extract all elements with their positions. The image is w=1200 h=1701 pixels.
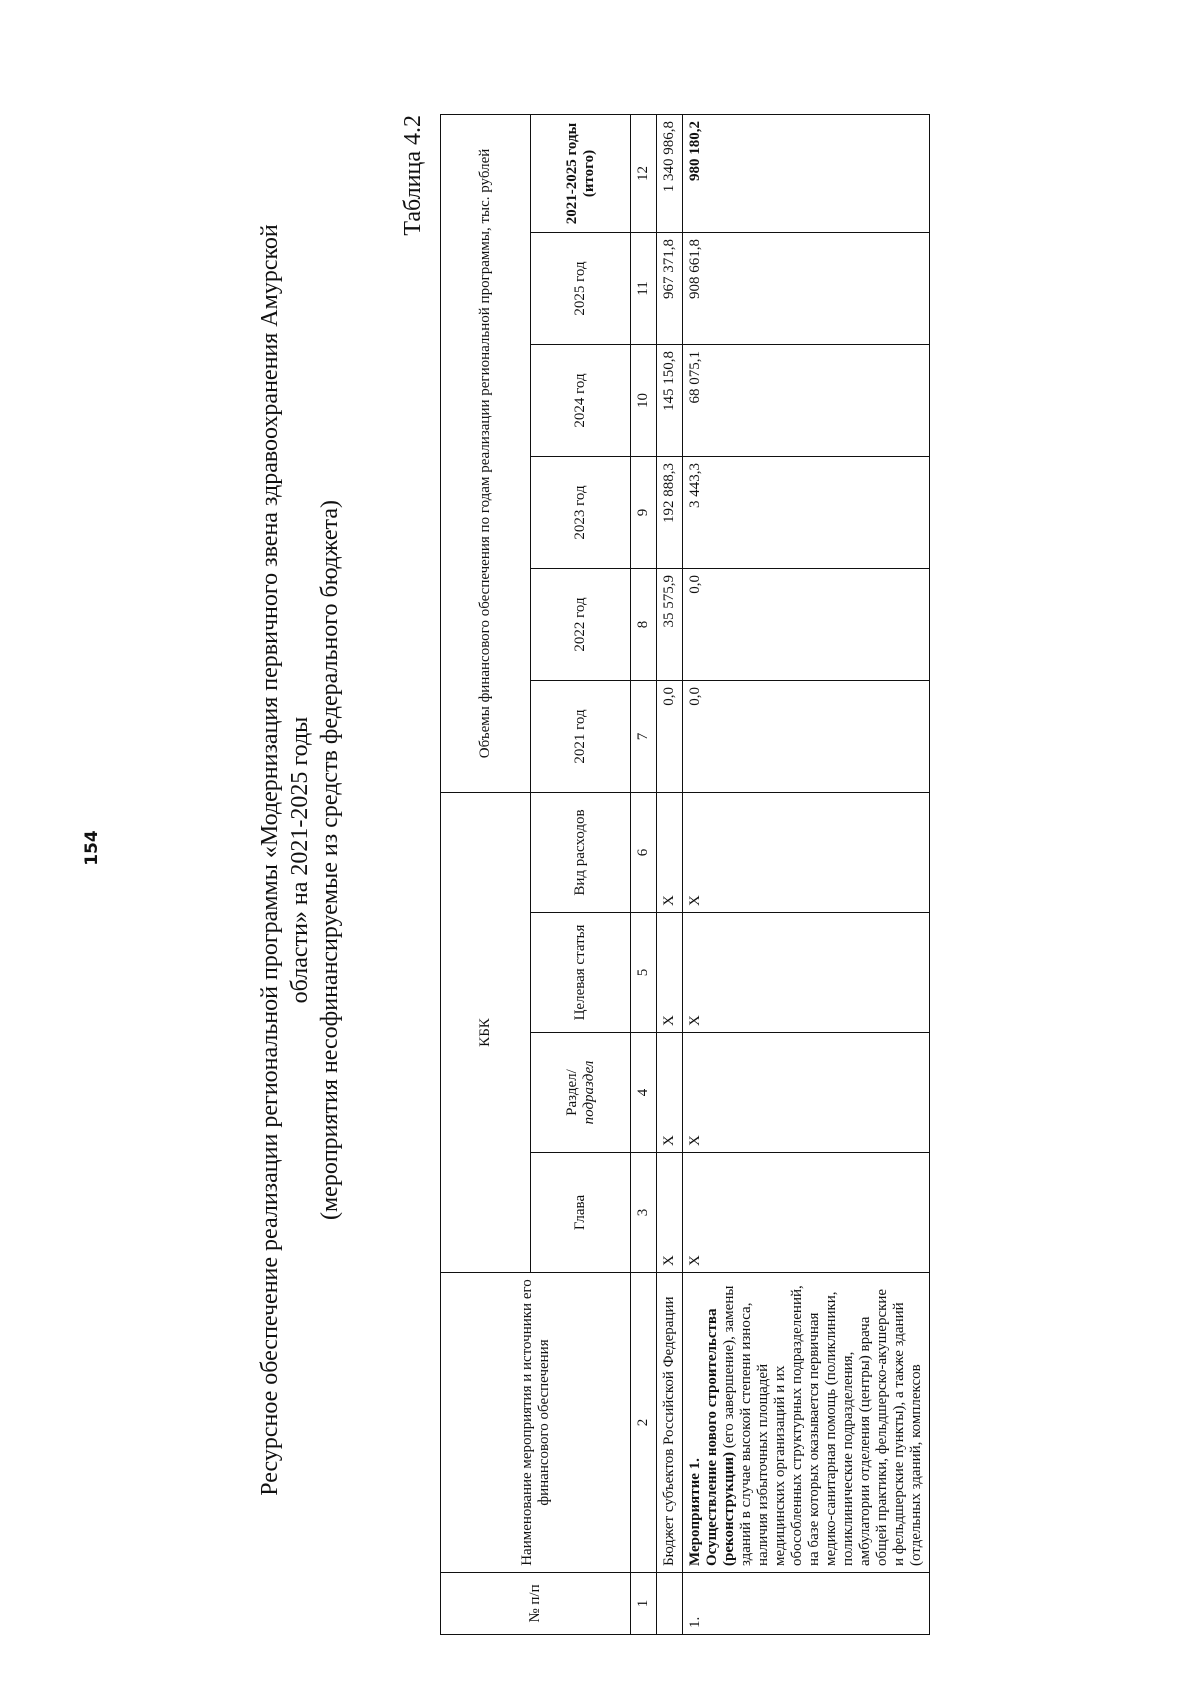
- col-num-5: 5: [631, 913, 657, 1033]
- row-celevaya: X: [657, 913, 683, 1033]
- header-2023: 2023 год: [531, 457, 631, 569]
- row-glava: X: [657, 1153, 683, 1273]
- table-row: [657, 114, 683, 1634]
- header-name: Наименование мероприятия и источники его финансового обеспечения: [441, 1273, 631, 1573]
- header-2021: 2021 год: [531, 681, 631, 793]
- row-2022: 35 575,9: [657, 569, 683, 681]
- col-num-2: 2: [631, 1273, 657, 1573]
- row-glava: X: [683, 1153, 930, 1273]
- row-razdel: X: [683, 1033, 930, 1153]
- col-num-6: 6: [631, 793, 657, 913]
- col-num-4: 4: [631, 1033, 657, 1153]
- col-num-8: 8: [631, 569, 657, 681]
- row-name: [683, 1273, 930, 1573]
- row-num: [657, 1573, 683, 1635]
- row-2021: 0,0: [683, 681, 930, 793]
- header-vid: Вид расходов: [531, 793, 631, 913]
- row-total: 980 180,2: [683, 114, 930, 232]
- col-num-9: 9: [631, 457, 657, 569]
- header-podrazdel-text: подраздел: [580, 1060, 597, 1125]
- row-razdel: X: [657, 1033, 683, 1153]
- header-num: № п/п: [441, 1573, 631, 1635]
- title-line-2: области» на 2021-2025 годы: [287, 716, 313, 1004]
- header-celevaya: Целевая статья: [531, 913, 631, 1033]
- row-name-bold-2: Осуществление нового строительства (реконструкции): [704, 1308, 737, 1566]
- row-2024: 145 150,8: [657, 345, 683, 457]
- col-num-1: 1: [631, 1573, 657, 1635]
- row-vid: X: [683, 793, 930, 913]
- title-line-3: (мероприятия несофинансируемые из средств федерального бюджета): [317, 500, 343, 1220]
- header-razdel: [531, 1033, 631, 1153]
- rotated-page: [0, 55, 1200, 1665]
- row-2022: 0,0: [683, 569, 930, 681]
- header-total: 2021-2025 годы (итого): [531, 114, 631, 232]
- header-glava: Глава: [531, 1153, 631, 1273]
- header-2024: 2024 год: [531, 345, 631, 457]
- row-2025: 967 371,8: [657, 233, 683, 345]
- row-name: Бюджет субъектов Российской Федерации: [657, 1273, 683, 1573]
- header-volumes: Объемы финансового обеспечения по годам реализации региональной программы, тыс. рублей: [441, 114, 531, 792]
- page-number: 154: [82, 830, 102, 866]
- header-razdel-text: Раздел/: [563, 1069, 580, 1116]
- row-2023: 3 443,3: [683, 457, 930, 569]
- row-2025: 908 661,8: [683, 233, 930, 345]
- col-num-12: 12: [631, 114, 657, 232]
- row-name-bold-1: Мероприятие 1.: [687, 1458, 703, 1566]
- row-num: 1.: [683, 1573, 930, 1635]
- row-celevaya: X: [683, 913, 930, 1033]
- row-total: 1 340 986,8: [657, 114, 683, 232]
- col-num-10: 10: [631, 345, 657, 457]
- header-kbk: КБК: [441, 793, 531, 1273]
- header-2025: 2025 год: [531, 233, 631, 345]
- header-2022: 2022 год: [531, 569, 631, 681]
- row-2021: 0,0: [657, 681, 683, 793]
- row-2024: 68 075,1: [683, 345, 930, 457]
- col-num-11: 11: [631, 233, 657, 345]
- row-name-rest: (его завершение), замены зданий в случае высокой степени износа, наличия избыточных площадей медицинских организаций и их обособленных структурных подразделений, на базе которых оказывается первичная медико-санитарная помощь (поликлиники, поликлинические подразделения, амбулатории отделения (центры) врача общей практики, фельдшерско-акушерские и фельдшерские пункты), а также зданий (отдельных зданий, комплексов: [721, 1285, 924, 1566]
- table-caption: Таблица 4.2: [400, 115, 426, 236]
- col-num-7: 7: [631, 681, 657, 793]
- row-2023: 192 888,3: [657, 457, 683, 569]
- row-vid: X: [657, 793, 683, 913]
- col-num-3: 3: [631, 1153, 657, 1273]
- resource-table: [440, 114, 930, 1635]
- title-line-1: Ресурсное обеспечение реализации региональной программы «Модернизация первичного звена здравоохранения Амурской: [257, 224, 283, 1496]
- column-number-row: [631, 114, 657, 1634]
- table-row: [683, 114, 930, 1634]
- document-title: [255, 55, 345, 1665]
